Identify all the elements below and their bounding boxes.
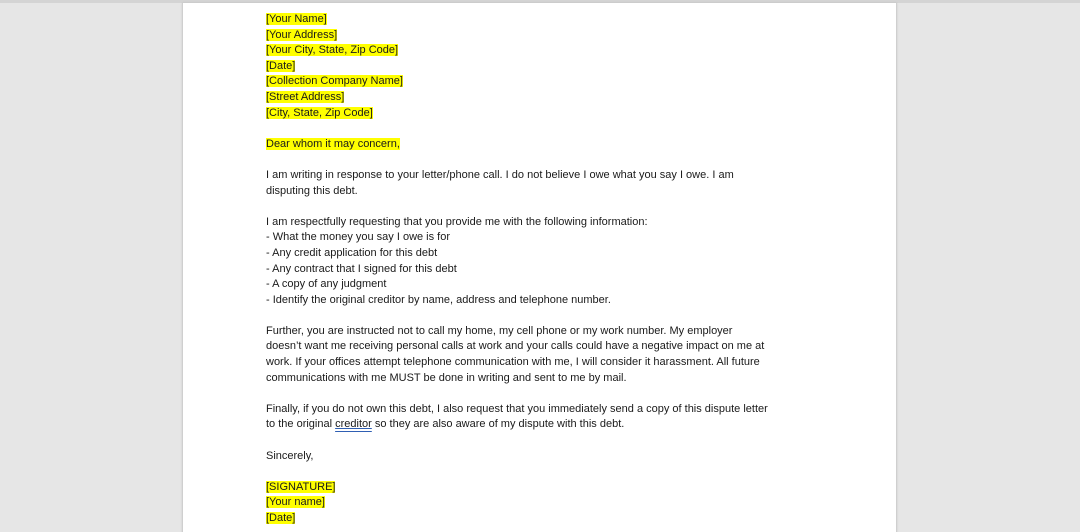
signature-date-line (266, 511, 826, 527)
recipient-city-state-zip: [City, State, Zip Code] (266, 106, 373, 119)
sender-address-line (266, 28, 826, 44)
blank-line (266, 308, 826, 324)
recipient-street-line (266, 90, 826, 106)
paragraph1-line1: I am writing in response to your letter/phone call. I do not believe I owe what you say I owe. I am (266, 168, 734, 181)
paragraph3-line3: work. If your offices attempt telephone communication with me, I will consider it harassment. All future (266, 356, 760, 369)
sender-address: [Your Address] (266, 28, 338, 41)
letter-date: [Date] (266, 59, 296, 72)
recipient-city-line (266, 106, 826, 122)
paragraph4-text-after: so they are also aware of my dispute with this debt. (371, 418, 625, 431)
document-page[interactable] (182, 3, 897, 532)
request-item: - Any credit application for this debt (266, 246, 438, 259)
sender-city-state-zip: [Your City, State, Zip Code] (266, 44, 399, 57)
paragraph1-line2: disputing this debt. (266, 184, 358, 197)
paragraph4-line1: Finally, if you do not own this debt, I also request that you immediately send a copy of this dispute letter (266, 402, 768, 415)
paragraph3-line2: doesn’t want me receiving personal calls at work and your calls could have a negative impact on me at (266, 340, 765, 353)
blank-line (266, 121, 826, 137)
letter-body[interactable] (266, 12, 826, 527)
recipient-company-line (266, 74, 826, 90)
flagged-word-creditor[interactable]: creditor (335, 418, 372, 431)
request-item: - A copy of any judgment (266, 278, 387, 291)
sender-name-line (266, 12, 826, 28)
signature-name-line (266, 495, 826, 511)
recipient-street: [Street Address] (266, 90, 345, 103)
signature-name: [Your name] (266, 496, 325, 509)
signature-placeholder: [SIGNATURE] (266, 480, 336, 493)
request-item: - Identify the original creditor by name, address and telephone number. (266, 293, 611, 306)
blank-line (266, 152, 826, 168)
request-item: - Any contract that I signed for this debt (266, 262, 457, 275)
closing: Sincerely, (266, 449, 314, 462)
sender-name: [Your Name] (266, 13, 327, 25)
sender-city-line (266, 43, 826, 59)
signature-date: [Date] (266, 512, 296, 524)
paragraph4-line2 (266, 417, 826, 433)
salutation-line (266, 137, 826, 153)
signature-line (266, 480, 826, 496)
blank-line (266, 386, 826, 402)
blank-line (266, 433, 826, 449)
salutation: Dear whom it may concern, (266, 137, 400, 150)
blank-line (266, 464, 826, 480)
request-intro: I am respectfully requesting that you provide me with the following information: (266, 215, 648, 228)
blank-line (266, 199, 826, 215)
paragraph4-text-before: to the original (266, 418, 336, 431)
paragraph3-line4: communications with me MUST be done in writing and sent to me by mail. (266, 371, 627, 384)
recipient-company: [Collection Company Name] (266, 75, 403, 88)
request-item: - What the money you say I owe is for (266, 231, 451, 244)
paragraph3-line1: Further, you are instructed not to call my home, my cell phone or my work number. My employer (266, 324, 733, 337)
date-line (266, 59, 826, 75)
